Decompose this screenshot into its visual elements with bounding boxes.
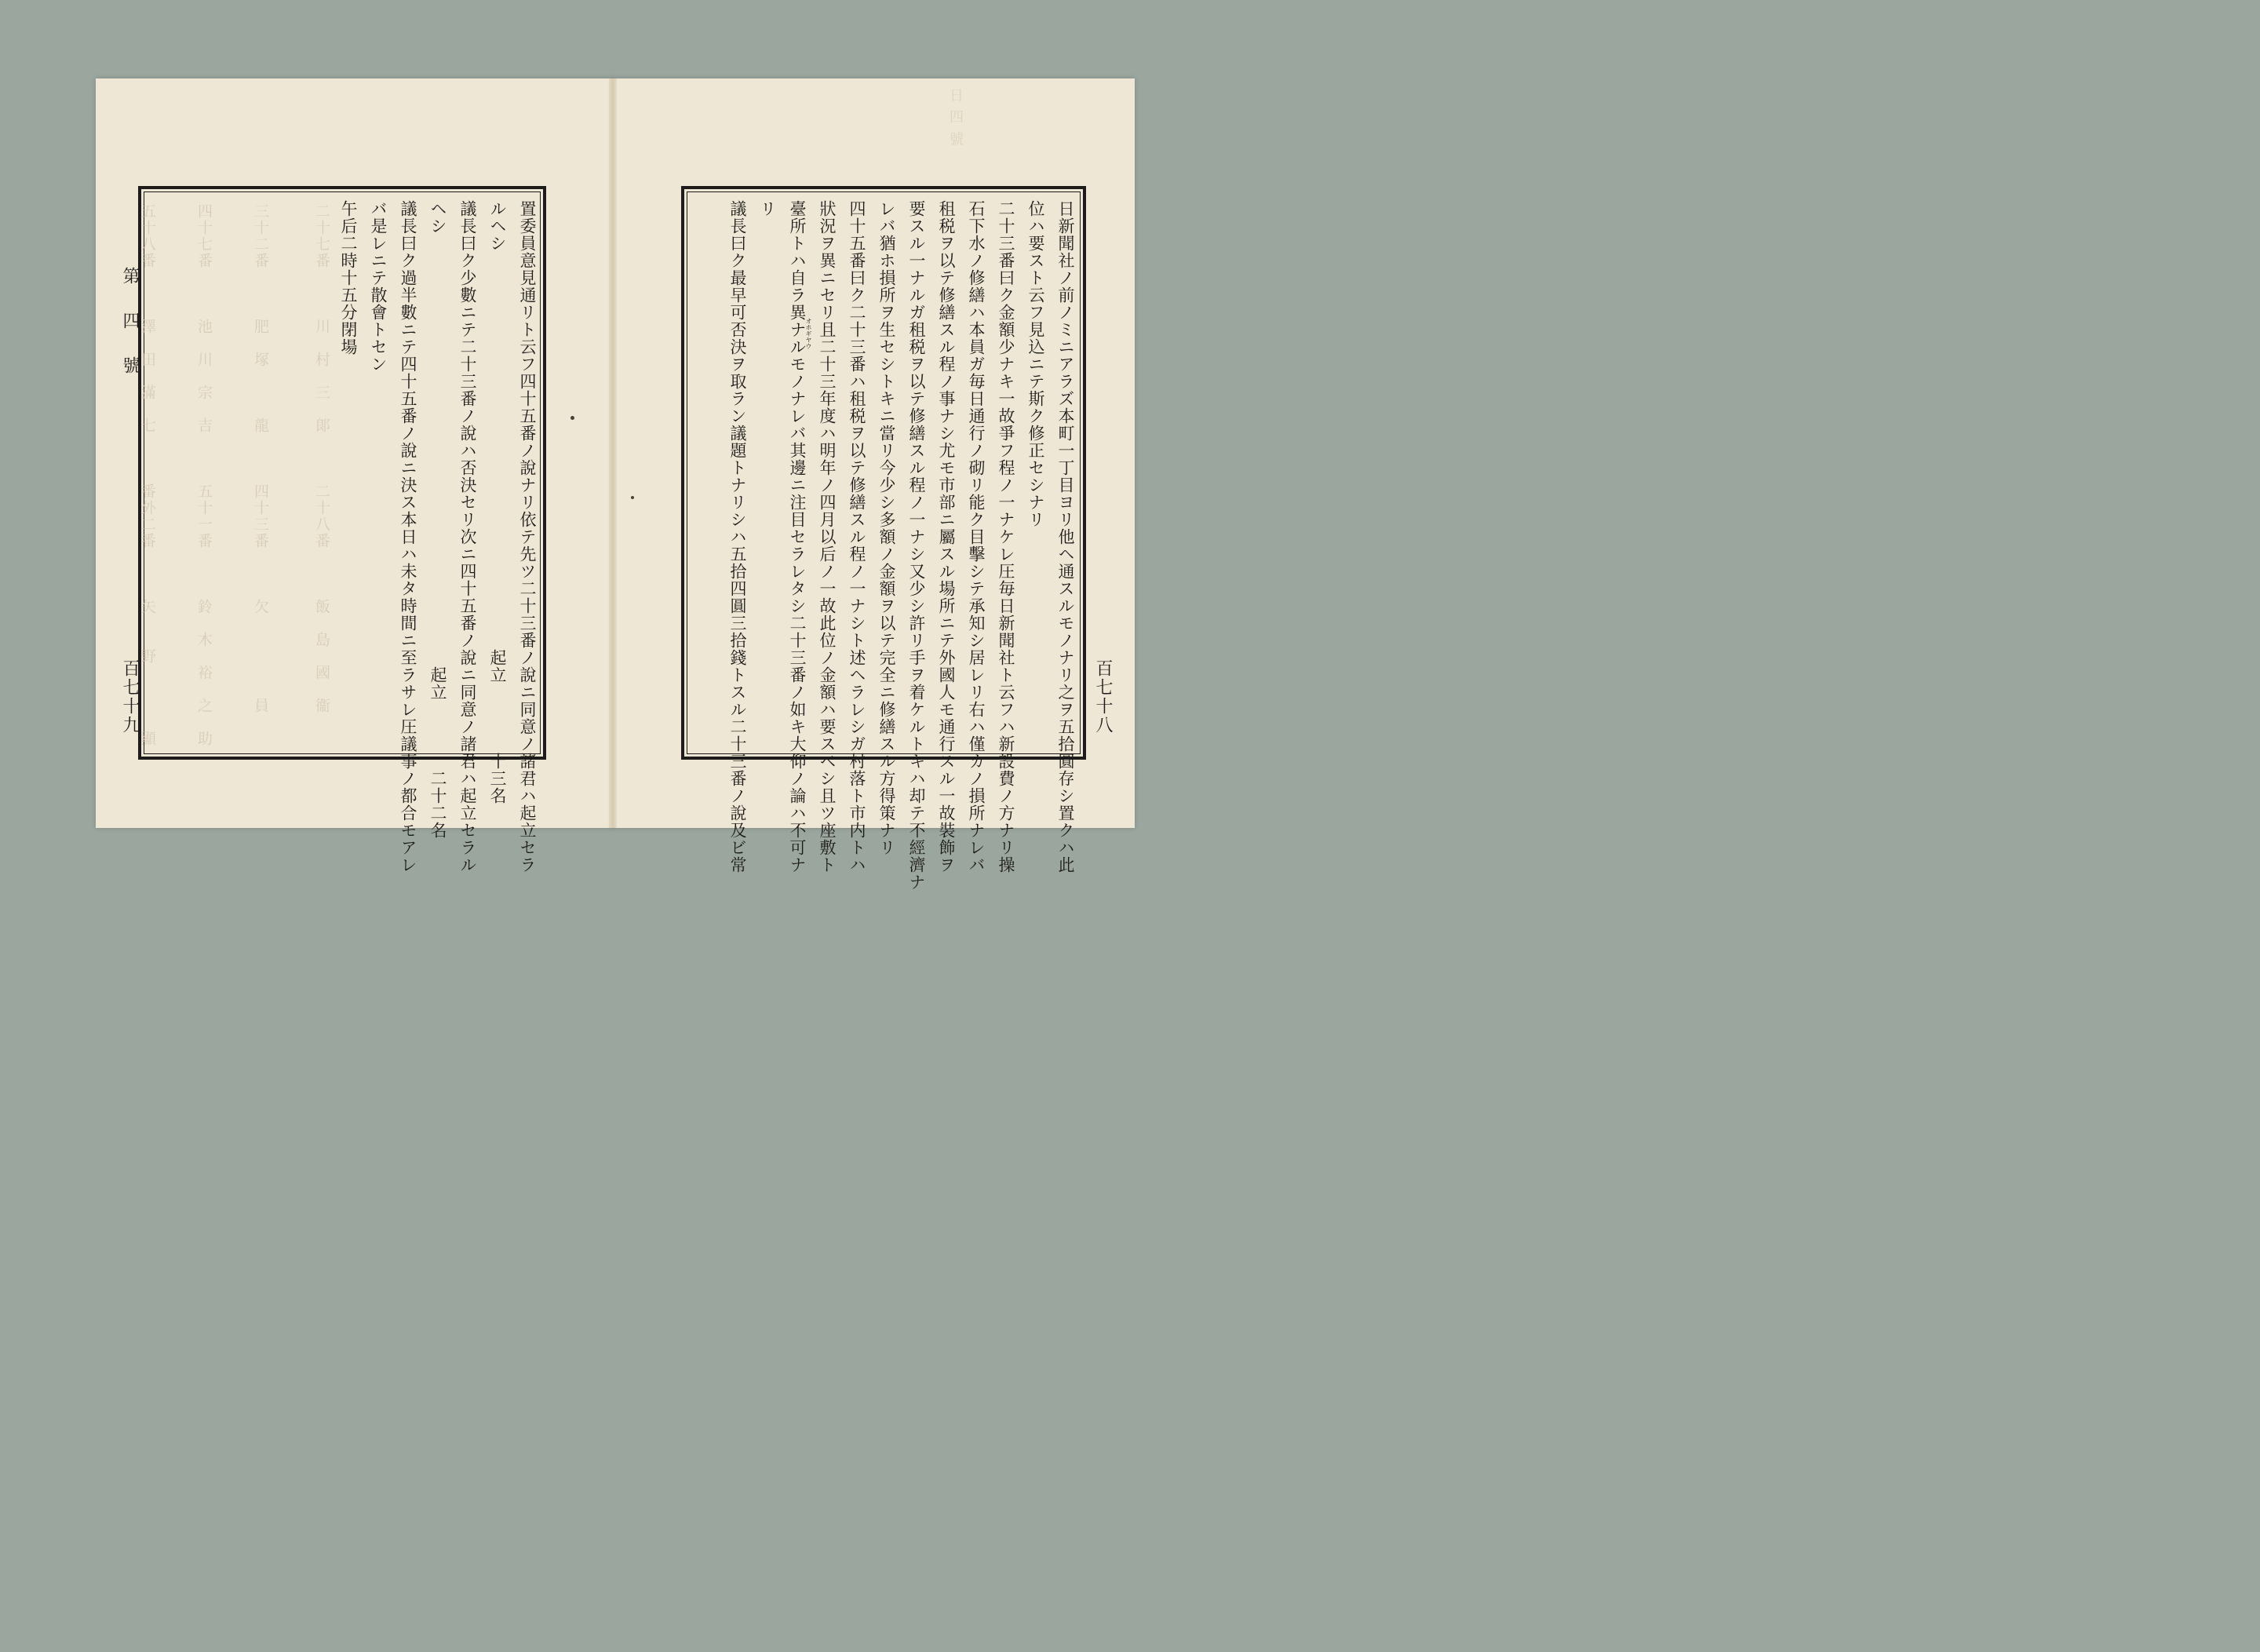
- right-page-number: 百七十八: [1093, 659, 1113, 735]
- book-gutter: [609, 78, 617, 828]
- paper-spot: [570, 416, 574, 420]
- text-column: ルヘシ 起立 十三名: [488, 200, 507, 804]
- text-column: ヘシ 起立 二十二名: [428, 200, 447, 839]
- text-column: 四十五番曰ク二十三番ハ租税ヲ以テ修繕スル程ノ一ナシト述ヘラレシガ村落ト市内トハ: [848, 200, 866, 873]
- show-through-column: 二十七番 川 村 三 郞 二十八番 飯 島 國 衞: [313, 203, 330, 714]
- left-page-frame: [138, 186, 546, 873]
- show-through-column: 四十七番 池 川 宗 吉 五十一番 鈴 木 裕 之 助: [195, 203, 213, 747]
- ruby-gloss: オホギヤウ: [805, 318, 812, 349]
- text-column: 狀況ヲ異ニセリ且二十三年度ハ明年ノ四月以后ノ一故此位ノ金額ハ要スベシ且ツ座敷ト: [818, 200, 837, 873]
- text-column: 臺所トハ自ラ異ナルモノナレバ其邊ニ注目セラレタシ二十三番ノ如キ大仰ノ論ハ不可ナ: [788, 200, 807, 873]
- faint-header-show-through: 日 四 號: [947, 88, 964, 148]
- text-column: 石下水ノ修繕ハ本員ガ毎日通行ノ砌リ能ク目擊シテ承知シ居レリ右ハ僅カノ損所ナレバ: [967, 200, 986, 873]
- text-column: 位ハ要スト云フ見込ニテ斯ク修正セシナリ: [1026, 200, 1045, 528]
- issue-number-label: 第 四 號: [120, 267, 140, 385]
- text-column: 日新聞社ノ前ノミニアラズ本町一丁目ヨリ他ヘ通スルモノナリ之ヲ五拾圓存シ置クハ此: [1056, 200, 1075, 873]
- text-column: 要スル一ナルガ租税ヲ以テ修繕スル程ノ一ナシ又少シ許リ手ヲ着ケルトキハ却テ不經濟ナ: [907, 200, 926, 891]
- text-column: リ: [758, 200, 777, 217]
- text-column: 議長曰ク少數ニテ二十三番ノ說ハ否決セリ次ニ四十五番ノ說ニ同意ノ諸君ハ起立セラル: [458, 200, 477, 873]
- text-column: 租税ヲ以テ修繕スル程ノ事ナシ尤モ市部ニ屬スル場所ニテ外國人モ通行スル一故裝飾ヲ: [937, 200, 956, 873]
- paper-spot: [631, 496, 634, 499]
- text-column: 二十三番曰ク金額少ナキ一故爭フ程ノ一ナケレ圧毎日新聞社ト云フハ新設費ノ方ナリ操: [997, 200, 1015, 873]
- right-page-frame: [681, 186, 1086, 891]
- show-through-column: 五十八番 澤 田 滿 七 番外二番 矢 野 顯: [139, 203, 156, 747]
- text-column: 議長曰ク最早可否決ヲ取ラン議題トナリシハ五拾四圓三拾錢トスル二十三番ノ說及ビ常: [728, 200, 747, 873]
- text-column: 議長曰ク過半數ニテ四十五番ノ說ニ決ス本日ハ未タ時間ニ至ラサレ圧議事ノ都合モアレ: [399, 200, 417, 873]
- show-through-column: 三十二番 肥 塚 龍 四十三番 欠 員: [252, 203, 269, 714]
- text-column: 午后二時十五分閉場: [339, 200, 358, 356]
- text-column: バ是レニテ散會トセン: [369, 200, 388, 373]
- text-column: 置委員意見通リト云フ四十五番ノ說ナリ依テ先ツ二十三番ノ說ニ同意ノ諸君ハ起立セラ: [518, 200, 537, 873]
- left-page-text-area: [139, 191, 541, 873]
- left-page-number: 百七十九: [120, 659, 140, 735]
- right-page-text-area: [687, 191, 1081, 891]
- text-column: レバ猶ホ損所ヲ生セシトキニ當リ今少シ多額ノ金額ヲ以テ完全ニ修繕スル方得策ナリ: [877, 200, 896, 856]
